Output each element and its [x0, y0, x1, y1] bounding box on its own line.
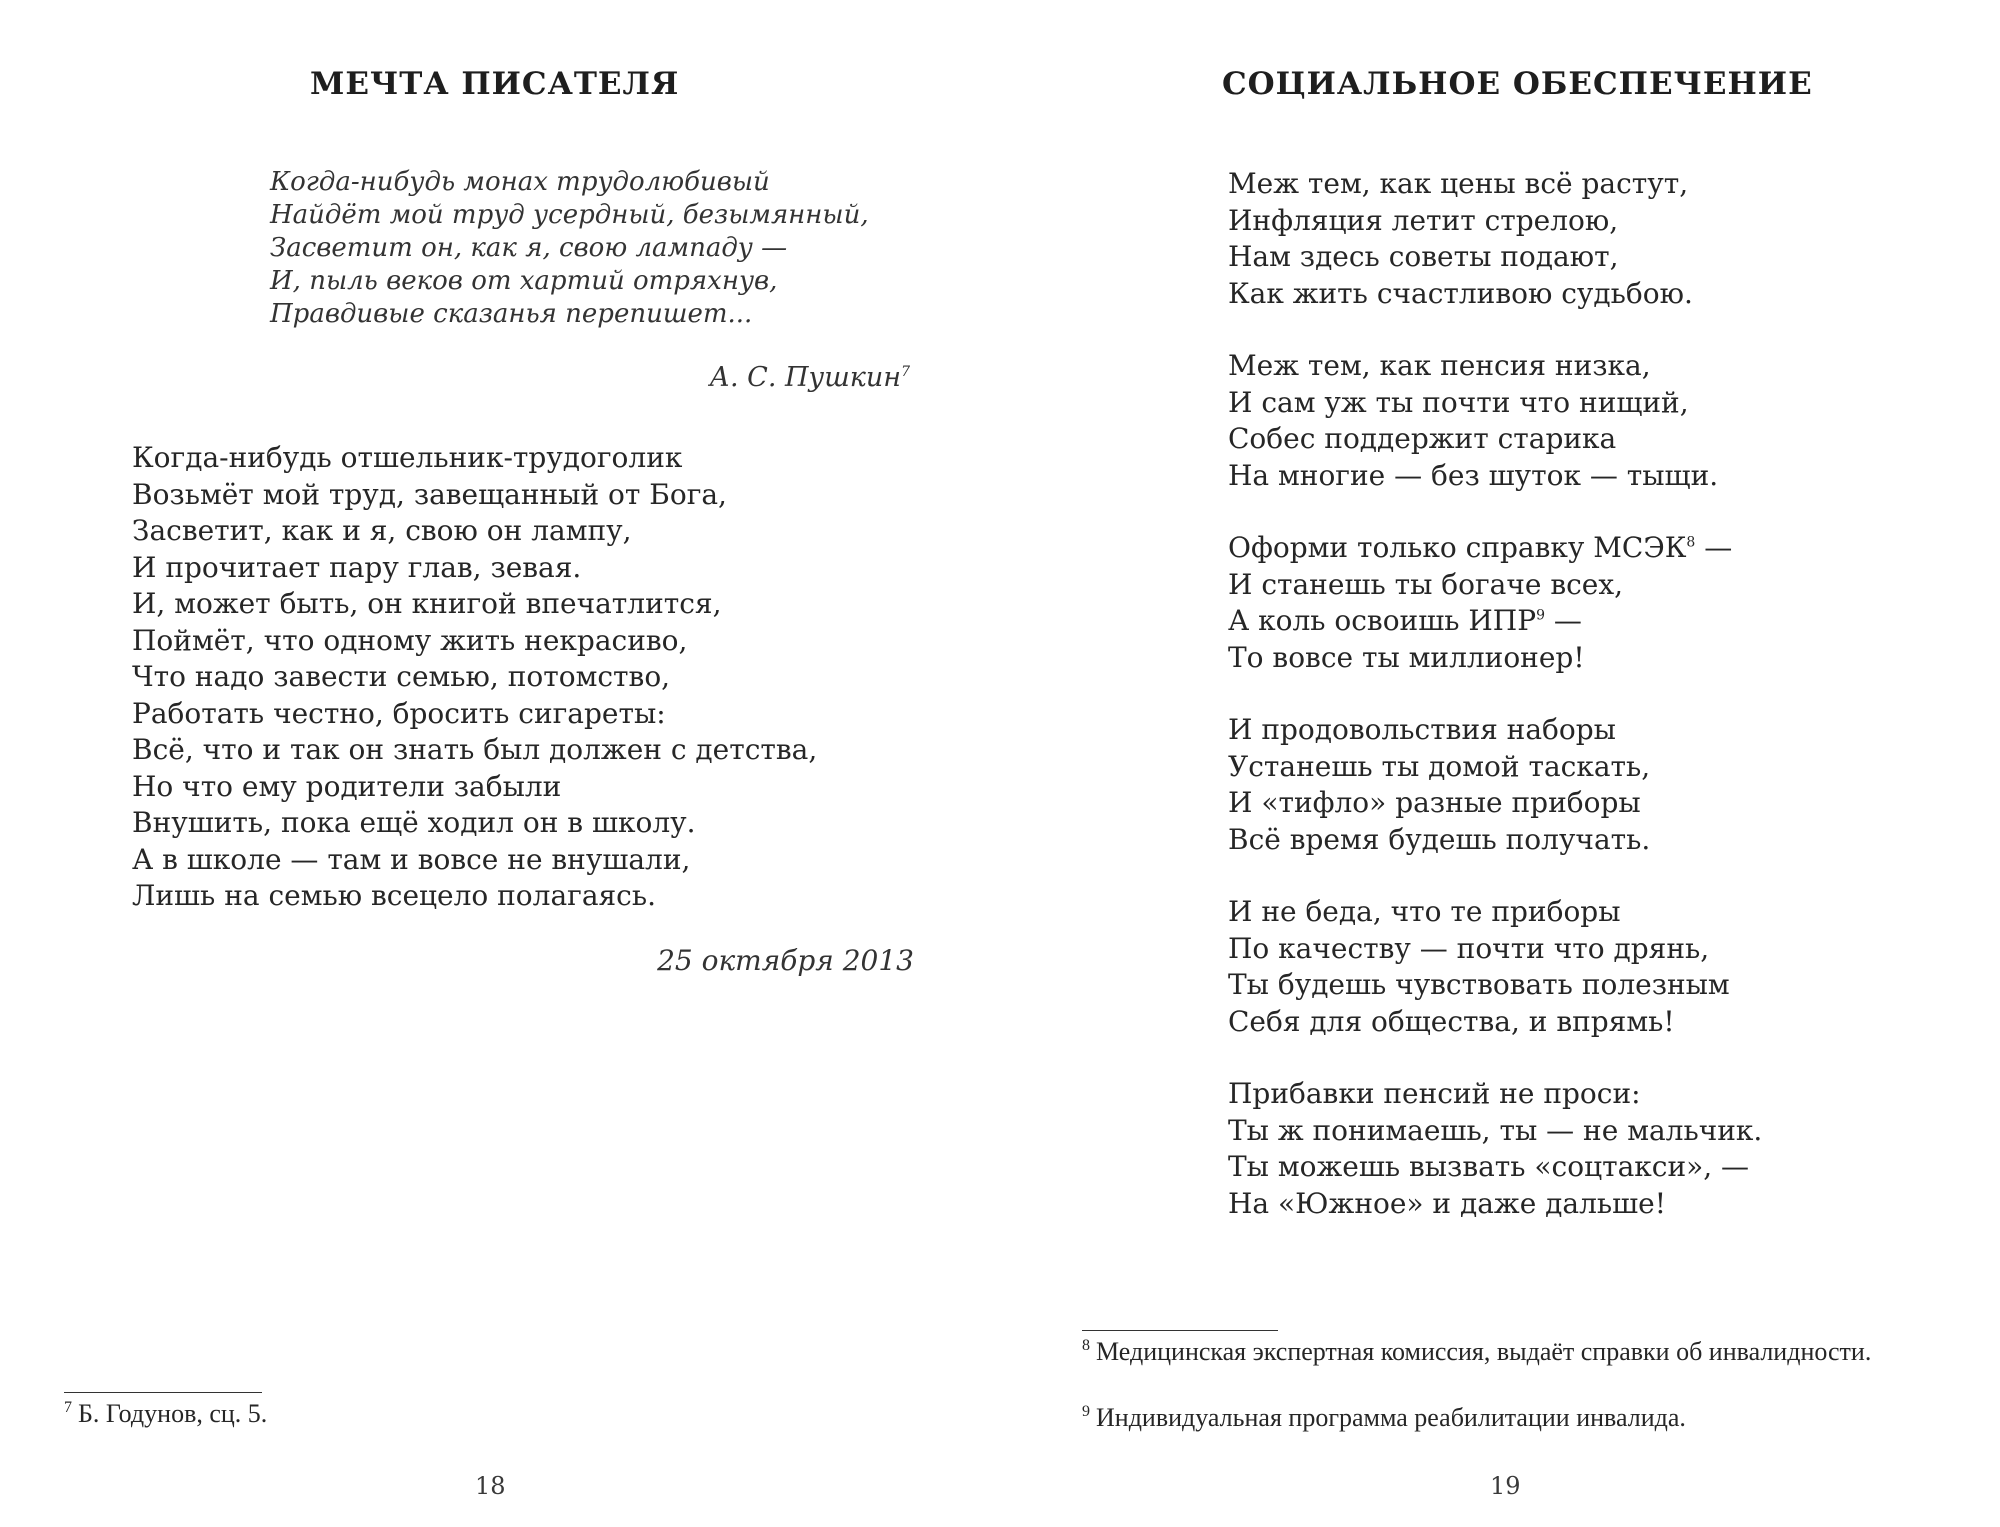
- poem-line: То вовсе ты миллионер!: [1228, 640, 1585, 674]
- poem-line: Меж тем, как цены всё растут,: [1228, 167, 1689, 200]
- poem-line: И станешь ты богаче всех,: [1228, 567, 1624, 601]
- poem-line: Всё, что и так он знать был должен с детства,: [132, 733, 818, 766]
- poem-line: Но что ему родители забыли: [132, 769, 562, 803]
- footnote-ref: 7: [901, 364, 910, 380]
- right-page: [1000, 0, 2000, 1527]
- poem-line: [1228, 530, 1732, 567]
- poem-line: На многие — без шуток — тыщи.: [1228, 458, 1719, 492]
- poem-line: Ты ж понимаешь, ты — не мальчик.: [1228, 1113, 1763, 1147]
- epigraph-line: Правдивые сказанья перепишет...: [270, 299, 753, 329]
- poem-line: И сам уж ты почти что нищий,: [1228, 385, 1689, 419]
- poem-title: СОЦИАЛЬНОЕ ОБЕСПЕЧЕНИЕ: [1222, 66, 1813, 102]
- poem-line: И не беда, что те приборы: [1228, 895, 1621, 928]
- poem-line: Нам здесь советы подают,: [1228, 240, 1619, 273]
- poem-title: МЕЧТА ПИСАТЕЛЯ: [310, 66, 680, 102]
- poem-line: И «тифло» разные приборы: [1228, 786, 1641, 819]
- poem-line: Засветит, как и я, свою он лампу,: [132, 514, 632, 547]
- poem-line: А в школе — там и вовсе не внушали,: [132, 842, 691, 876]
- poem-line: Как жить счастливою судьбою.: [1228, 276, 1693, 310]
- poem-date: 25 октября 2013: [657, 944, 914, 977]
- poem-line: Устанешь ты домой таскать,: [1228, 749, 1651, 783]
- epigraph-author: [710, 362, 910, 393]
- poem-line: Ты можешь вызвать «соцтакси», —: [1228, 1150, 1750, 1183]
- footnote-text: Медицинская экспертная комиссия, выдаёт справки об инвалидности.: [1096, 1337, 1872, 1366]
- footnote-text: Индивидуальная программа реабилитации инвалида.: [1096, 1403, 1686, 1432]
- footnote: [1082, 1335, 1928, 1368]
- page-number: 19: [1490, 1472, 1521, 1500]
- footnote-ref: 9: [1536, 607, 1545, 624]
- poem-line: Что надо завести семью, потомство,: [132, 660, 671, 693]
- poem-line: Возьмёт мой труд, завещанный от Бога,: [132, 477, 727, 511]
- stanza: [1228, 530, 1732, 676]
- poem-line: И, может быть, он книгой впечатлится,: [132, 587, 722, 620]
- stanza: [1228, 894, 1730, 1040]
- poem-line: По качеству — почти что дрянь,: [1228, 931, 1710, 965]
- poem-line: [1228, 603, 1732, 640]
- line-text: А коль освоишь ИПР: [1228, 604, 1537, 637]
- poem-line: Поймёт, что одному жить некрасиво,: [132, 623, 688, 657]
- poem-line: Себя для общества, и впрямь!: [1228, 1004, 1675, 1038]
- poem-line: И прочитает пару глав, зевая.: [132, 550, 582, 584]
- poem-line: Работать честно, бросить сигареты:: [132, 696, 666, 730]
- epigraph-line: И, пыль веков от хартий отряхнув,: [270, 266, 778, 296]
- epigraph-author-name: А. С. Пушкин: [709, 362, 902, 393]
- footnote-number: 7: [64, 1399, 72, 1417]
- poem-line: Прибавки пенсий не проси:: [1228, 1077, 1641, 1110]
- poem-body: [132, 440, 817, 915]
- footnote-text: Б. Годунов, сц. 5.: [78, 1399, 268, 1428]
- poem-line: Инфляция летит стрелою,: [1228, 203, 1619, 237]
- footnote-number: 9: [1082, 1403, 1090, 1421]
- page-number: 18: [475, 1472, 506, 1500]
- line-text: —: [1545, 604, 1582, 637]
- footnote-ref: 8: [1686, 534, 1696, 551]
- footnote-divider: [1082, 1330, 1278, 1331]
- poem-line: Меж тем, как пенсия низка,: [1228, 349, 1651, 382]
- poem-line: Лишь на семью всецело полагаясь.: [132, 879, 657, 912]
- epigraph: [270, 166, 869, 331]
- stanza: [1228, 712, 1650, 858]
- footnote-number: 8: [1082, 1337, 1090, 1355]
- footnote-divider: [64, 1392, 262, 1393]
- poem-line: На «Южное» и даже дальше!: [1228, 1186, 1666, 1220]
- poem-line: Собес поддержит старика: [1228, 422, 1617, 455]
- epigraph-line: Когда-нибудь монах трудолюбивый: [270, 167, 770, 197]
- epigraph-line: Засветит он, как я, свою лампаду —: [270, 233, 788, 263]
- poem-line: И продовольствия наборы: [1228, 713, 1616, 746]
- poem-line: Когда-нибудь отшельник-трудоголик: [132, 441, 683, 474]
- poem-line: Всё время будешь получать.: [1228, 822, 1651, 856]
- line-text: Оформи только справку МСЭК: [1228, 531, 1687, 564]
- epigraph-line: Найдёт мой труд усердный, безымянный,: [270, 200, 869, 230]
- stanza: [1228, 1076, 1762, 1222]
- stanza: [1228, 166, 1693, 312]
- line-text: —: [1695, 531, 1733, 564]
- poem-line: Внушить, пока ещё ходил он в школу.: [132, 806, 696, 839]
- stanza: [1228, 348, 1718, 494]
- footnote: [1082, 1401, 1928, 1434]
- poem-line: Ты будешь чувствовать полезным: [1228, 968, 1730, 1001]
- footnote: [64, 1397, 684, 1430]
